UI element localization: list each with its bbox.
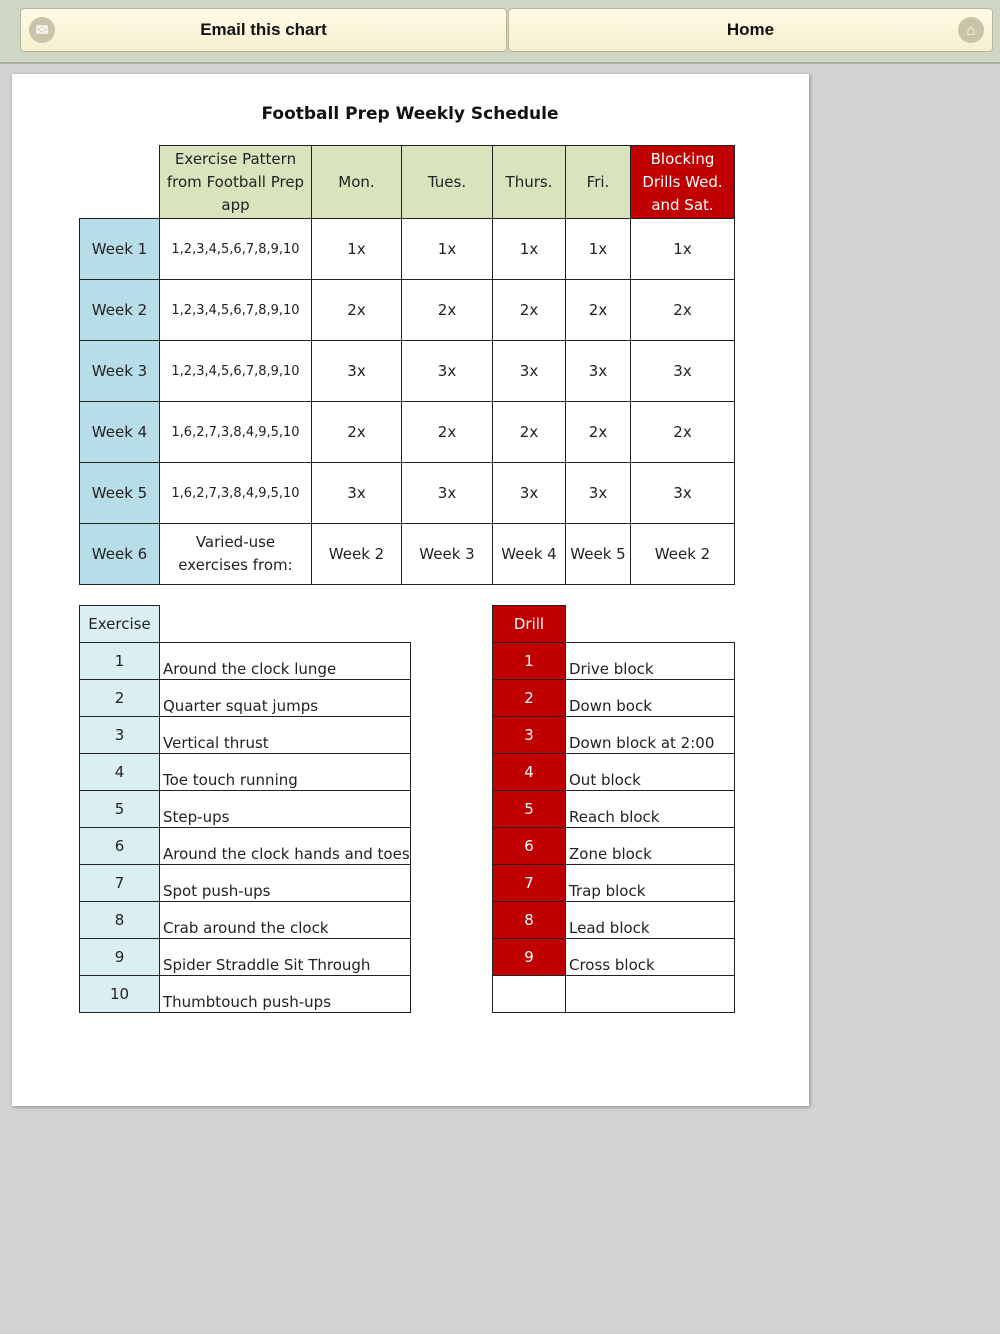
header-thurs: Thurs. xyxy=(493,146,566,219)
week-label: Week 6 xyxy=(80,524,160,585)
drill-number: 2 xyxy=(493,680,566,717)
home-button[interactable] xyxy=(508,8,993,52)
home-label: Home xyxy=(726,20,775,39)
drill-number: 3 xyxy=(493,717,566,754)
list-item xyxy=(80,828,411,865)
list-item xyxy=(80,791,411,828)
reps-cell: 2x xyxy=(312,280,402,341)
exercise-name: Spider Straddle Sit Through xyxy=(160,939,411,976)
drill-name: Out block xyxy=(566,754,735,791)
list-item xyxy=(493,865,735,902)
header-blocking-drills: Blocking Drills Wed. and Sat. xyxy=(631,146,735,219)
empty-header-cell xyxy=(160,606,411,643)
reps-cell: 3x xyxy=(493,463,566,524)
drill-number: 6 xyxy=(493,828,566,865)
reps-cell: Week 4 xyxy=(493,524,566,585)
list-item xyxy=(80,865,411,902)
reps-cell: 1x xyxy=(566,219,631,280)
exercise-name: Crab around the clock xyxy=(160,902,411,939)
reps-cell: 3x xyxy=(631,463,735,524)
exercise-name: Vertical thrust xyxy=(160,717,411,754)
list-item xyxy=(80,939,411,976)
list-item xyxy=(493,754,735,791)
exercise-number: 1 xyxy=(80,643,160,680)
empty-header-cell xyxy=(566,606,735,643)
exercise-name: Step-ups xyxy=(160,791,411,828)
header-corner xyxy=(80,146,160,219)
table-row xyxy=(80,402,735,463)
drill-number: 8 xyxy=(493,902,566,939)
list-item xyxy=(80,902,411,939)
drill-name: Zone block xyxy=(566,828,735,865)
drill-list-table xyxy=(492,605,735,1013)
exercise-pattern: 1,6,2,7,3,8,4,9,5,10 xyxy=(160,463,312,524)
header-tues: Tues. xyxy=(402,146,493,219)
exercise-name: Toe touch running xyxy=(160,754,411,791)
table-row xyxy=(80,280,735,341)
exercise-pattern: 1,2,3,4,5,6,7,8,9,10 xyxy=(160,341,312,402)
drill-header-row xyxy=(493,606,735,643)
drill-name: Reach block xyxy=(566,791,735,828)
table-row xyxy=(80,341,735,402)
drill-number: 7 xyxy=(493,865,566,902)
exercise-name: Spot push-ups xyxy=(160,865,411,902)
exercise-pattern: Varied-use exercises from: xyxy=(160,524,312,585)
exercise-number: 8 xyxy=(80,902,160,939)
reps-cell: 2x xyxy=(402,280,493,341)
exercise-name: Around the clock lunge xyxy=(160,643,411,680)
drill-header: Drill xyxy=(493,606,566,643)
page-title: Football Prep Weekly Schedule xyxy=(261,104,559,124)
week-label: Week 1 xyxy=(80,219,160,280)
reps-cell: 2x xyxy=(631,402,735,463)
exercise-pattern: 1,6,2,7,3,8,4,9,5,10 xyxy=(160,402,312,463)
exercise-number: 5 xyxy=(80,791,160,828)
reps-cell: 1x xyxy=(631,219,735,280)
list-item xyxy=(80,717,411,754)
exercise-list-table xyxy=(79,605,411,1013)
header-mon: Mon. xyxy=(312,146,402,219)
list-item xyxy=(493,976,735,1013)
reps-cell: 3x xyxy=(631,341,735,402)
drill-name: Trap block xyxy=(566,865,735,902)
exercise-number: 10 xyxy=(80,976,160,1013)
exercise-header: Exercise xyxy=(80,606,160,643)
reps-cell: 2x xyxy=(493,280,566,341)
exercise-number: 2 xyxy=(80,680,160,717)
list-item xyxy=(80,754,411,791)
week-label: Week 4 xyxy=(80,402,160,463)
reps-cell: Week 2 xyxy=(312,524,402,585)
exercise-header-row xyxy=(80,606,411,643)
list-item xyxy=(80,680,411,717)
reps-cell: 3x xyxy=(566,463,631,524)
list-item xyxy=(493,902,735,939)
reps-cell: 3x xyxy=(402,341,493,402)
envelope-icon: ✉ xyxy=(29,17,55,43)
drill-number: 1 xyxy=(493,643,566,680)
drill-number: 4 xyxy=(493,754,566,791)
reps-cell: 3x xyxy=(312,463,402,524)
exercise-number: 9 xyxy=(80,939,160,976)
reps-cell: 1x xyxy=(493,219,566,280)
reps-cell: 2x xyxy=(566,402,631,463)
list-item xyxy=(493,828,735,865)
schedule-header-row xyxy=(80,146,735,219)
exercise-pattern: 1,2,3,4,5,6,7,8,9,10 xyxy=(160,219,312,280)
reps-cell: 3x xyxy=(566,341,631,402)
drill-number: 5 xyxy=(493,791,566,828)
reps-cell: 1x xyxy=(312,219,402,280)
list-item xyxy=(80,976,411,1013)
drill-name: Drive block xyxy=(566,643,735,680)
list-item xyxy=(80,643,411,680)
reps-cell: 3x xyxy=(402,463,493,524)
week-label: Week 2 xyxy=(80,280,160,341)
house-icon: ⌂ xyxy=(958,17,984,43)
reps-cell: 3x xyxy=(312,341,402,402)
list-item xyxy=(493,680,735,717)
table-row xyxy=(80,463,735,524)
drill-number: 9 xyxy=(493,939,566,976)
reps-cell: Week 2 xyxy=(631,524,735,585)
reps-cell: Week 3 xyxy=(402,524,493,585)
drill-name: Down block at 2:00 xyxy=(566,717,735,754)
drill-name: Down bock xyxy=(566,680,735,717)
weekly-schedule-table xyxy=(79,145,735,585)
list-item xyxy=(493,791,735,828)
reps-cell: 2x xyxy=(402,402,493,463)
reps-cell: 3x xyxy=(493,341,566,402)
week-label: Week 3 xyxy=(80,341,160,402)
header-exercise-pattern: Exercise Pattern from Football Prep app xyxy=(160,146,312,219)
week-label: Week 5 xyxy=(80,463,160,524)
header-fri: Fri. xyxy=(566,146,631,219)
reps-cell: 2x xyxy=(566,280,631,341)
email-chart-label: Email this chart xyxy=(200,20,327,39)
empty-drill-number xyxy=(493,976,566,1013)
reps-cell: 2x xyxy=(312,402,402,463)
table-row xyxy=(80,219,735,280)
exercise-name: Quarter squat jumps xyxy=(160,680,411,717)
empty-drill-name xyxy=(566,976,735,1013)
email-chart-button[interactable] xyxy=(20,8,507,52)
drill-name: Lead block xyxy=(566,902,735,939)
exercise-name: Around the clock hands and toes xyxy=(160,828,411,865)
reps-cell: 2x xyxy=(631,280,735,341)
exercise-pattern: 1,2,3,4,5,6,7,8,9,10 xyxy=(160,280,312,341)
table-row xyxy=(80,524,735,585)
list-item xyxy=(493,939,735,976)
exercise-number: 6 xyxy=(80,828,160,865)
list-item xyxy=(493,717,735,754)
exercise-number: 3 xyxy=(80,717,160,754)
reps-cell: 1x xyxy=(402,219,493,280)
exercise-name: Thumbtouch push-ups xyxy=(160,976,411,1013)
exercise-number: 7 xyxy=(80,865,160,902)
exercise-number: 4 xyxy=(80,754,160,791)
drill-name: Cross block xyxy=(566,939,735,976)
toolbar xyxy=(0,0,1000,64)
reps-cell: 2x xyxy=(493,402,566,463)
list-item xyxy=(493,643,735,680)
reps-cell: Week 5 xyxy=(566,524,631,585)
